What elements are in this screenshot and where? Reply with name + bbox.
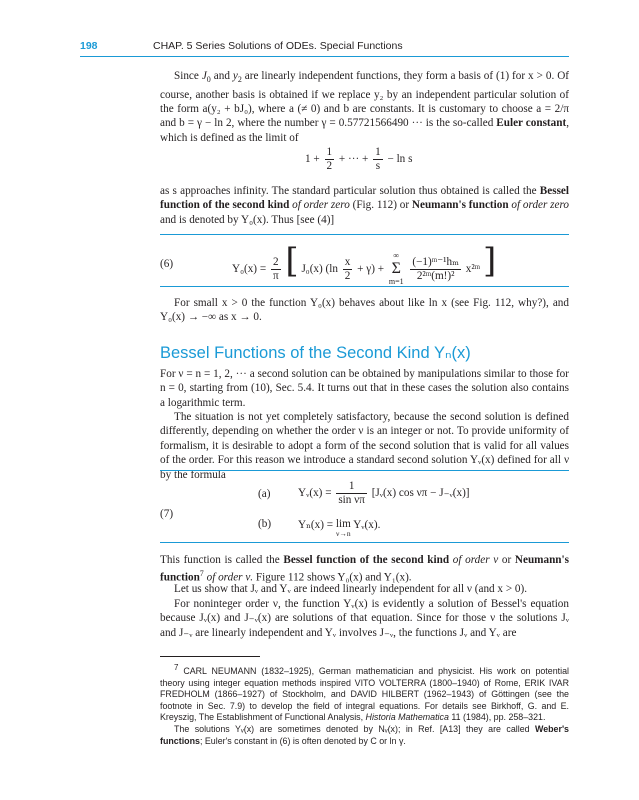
footnote: $^7$ CARL NEUMANN (1832–1925), German mathematician and physicist. His work on potential theory using integer equation methods inspired VITO VOLTERRA (1800–1940) of Rome, ERIK IVAR FREDHOLM (1866–1927) of Stockholm, and DAVID HILBERT (1962–1943) of Göttingen (see the footnote in Sec. 7.9) to develop the field of integral equations. For details see Birkhoff, G. and E. Kreyszig, The Establishment of Functional Analysis, Historia Mathematica 11 (1984), pp. 258–321. The solutions Yᵥ(x) are sometimes denoted by Nᵥ(x); in Ref. [A13] they are called Weber's functions; Euler's constant in (6) is often denoted by C or ln γ. — [160, 663, 569, 746]
chapter-title: CHAP. 5 Series Solutions of ODEs. Special Functions — [153, 40, 403, 52]
eq7-bottom-rule — [160, 542, 569, 543]
equation-7a: Yᵥ(x) = $\frac{1}{\text{sin νπ}}$ [Jᵥ(x) cos νπ − J₋ᵥ(x)] — [298, 480, 470, 506]
paragraph-integer-order: For ν = n = 1, 2, ··· a second solution can be obtained by manipulations similar to those for n = 0, starting from (10), Sec. 5.4. It turns out that in these cases the solution also contains a logarithmic term. — [160, 368, 569, 409]
eq6-label: (6) — [160, 258, 174, 270]
footnote-marker: 7 — [199, 569, 204, 579]
close-bracket: ] — [482, 241, 497, 281]
eq6-bottom-rule — [160, 286, 569, 287]
eq6-top-rule — [160, 234, 569, 235]
open-bracket: [ — [285, 241, 299, 281]
euler-limit-formula: 1 + $\frac{1}{2}$ + ··· + $\frac{1}{s}$ − ln s — [305, 146, 413, 172]
paragraph-linear-independence: Let us show that Jᵥ and Yᵥ are indeed linearly independent for all ν (and x > 0). — [174, 583, 528, 595]
paragraph-basis: Since $J_0$ and $y_2$ are linearly independent functions, they form a basis of (1) for x > 0. Of course, another basis is obtained if we replace y₂ by an independent particular solution of the form a(y₂ + bJ₀), where a (≠ 0) and b are constants. It is customary to choose a = 2/π and b = γ − ln 2, where the number γ = 0.57721566490 ··· is the so-called Euler constant, which is defined as the limit of — [160, 70, 570, 144]
section-heading: Bessel Functions of the Second Kind Yₙ(x) — [160, 344, 471, 362]
eq7-top-rule — [160, 470, 569, 471]
paragraph-uniformity: The situation is not yet completely satisfactory, because the second solution is defined differently, depending on whether the order ν is an integer or not. To provide uniformity of formalism, it is desirable to adopt a form of the second solution that is valid for all values of the order. For this reason we introduce a standard second solution Yᵥ(x) defined for all ν by the formula — [160, 411, 569, 481]
paragraph-noninteger-order: For noninteger order ν, the function Yᵥ(x) is evidently a solution of Bessel's equation because Jᵥ(x) and J₋ᵥ(x) are solutions of that equation. Since for those ν the solutions Jᵥ and J₋ᵥ are linearly independent and Yᵥ involves J₋ᵥ, the functions Jᵥ and Yᵥ are — [160, 598, 569, 639]
eq7b-label: (b) — [258, 518, 272, 530]
eq7-label: (7) — [160, 508, 174, 520]
paragraph-neumann-function: This function is called the Bessel function of the second kind of order ν or Neumann's function$^7$ of order ν. Figure 112 shows Y₀(x) and Y₁(x). — [160, 554, 569, 585]
footnote-rule — [160, 656, 260, 657]
euler-constant-term: Euler constant — [496, 117, 567, 130]
paragraph-small-x: For small x > 0 the function Y₀(x) behaves about like ln x (see Fig. 112, why?), and Y₀(x) → −∞ as x → 0. — [160, 297, 569, 324]
header-rule — [80, 56, 569, 57]
equation-7b: Yₙ(x) = lim ν→n Yᵥ(x). — [298, 518, 381, 538]
paragraph-bessel-second-kind-zero: as s approaches infinity. The standard particular solution thus obtained is called the Bessel function of the second kind of order zero (Fig. 112) or Neumann's function of order zero and is denoted by Y₀(x). Thus [see (4)] — [160, 185, 570, 226]
equation-6: Y₀(x) = $\frac{2}{\pi}$ [ J₀(x) (ln $\frac{x}{2}$ + γ) + ∞ Σ m=1 $\frac{\text{(−1)ᵐ⁻¹hₘ}}{\text{2²ᵐ(m!)²}}$ x²ᵐ ] — [232, 241, 497, 287]
eq7a-label: (a) — [258, 488, 271, 500]
page-number: 198 — [80, 40, 98, 52]
